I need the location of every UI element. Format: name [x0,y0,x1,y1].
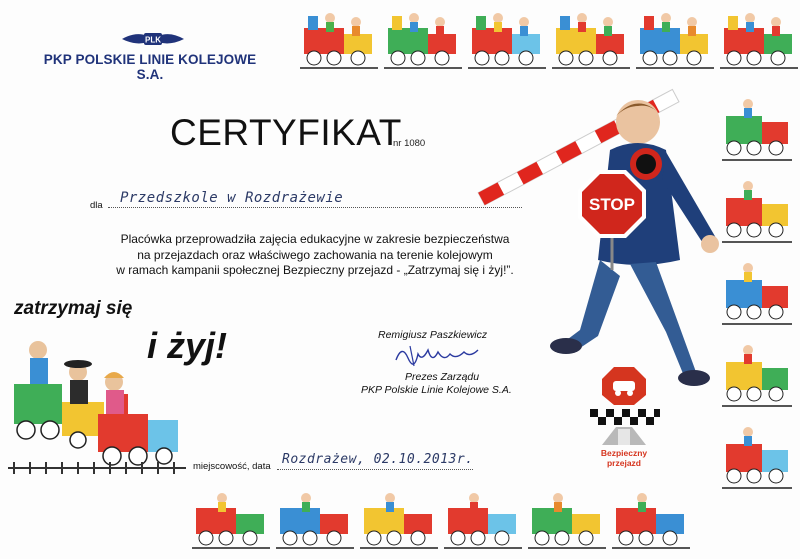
recipient-value: Przedszkole w Rozdrażewie [120,190,344,206]
kids-train-icon [722,332,792,410]
place-date-dotted-line [277,469,473,470]
kids-train-icon [300,6,378,72]
campaign-label [596,448,652,468]
handwritten-signature [392,340,482,368]
recipient-dotted-line [108,207,522,208]
slogan-line-2: i żyj! [147,325,228,366]
company-name: PKP POLSKIE LINIE KOLEJOWE S.A. [43,52,257,82]
kids-train-icon [276,486,354,552]
bottom-train-border [192,486,690,552]
body-line: w ramach kampanii społecznej Bezpieczny przejazd - „Zatrzymaj się i żyj!”. [116,263,514,277]
certificate-title: CERTYFIKAT [170,112,402,153]
body-line: Placówka przeprowadziła zajęcia edukacyjne w zakresie bezpieczeństwa [120,232,510,246]
kids-train-icon [192,486,270,552]
kids-train-icon [444,486,522,552]
kids-train-icon [360,486,438,552]
campaign-label-line: przejazd [606,458,641,468]
kids-train-icon [722,250,792,328]
kids-train-icon [528,486,606,552]
campaign-label-line: Bezpieczny [600,448,648,458]
pkp-logo [30,28,270,82]
place-date-label: miejscowość, data [193,461,271,472]
stop-sign-text: STOP [589,195,635,214]
kids-train-icon [468,6,546,72]
body-line: na przejazdach oraz właściwego zachowania na terenie kolejowym [137,247,493,262]
kids-train-icon [722,86,792,164]
kids-train-icon [384,6,462,72]
recipient-label: dla [90,200,103,211]
boy-with-stop-sign-illustration [470,80,728,400]
certificate-number: nr 1080 [393,138,426,149]
signatory-name: Remigiusz Paszkiewicz [378,329,488,341]
signatory-title: Prezes Zarządu [405,371,480,383]
logo-mark-text: PLK [145,35,161,45]
kids-on-cardboard-train-illustration [8,336,186,476]
kids-train-icon [720,6,798,72]
kids-train-icon [722,414,792,492]
place-date-value: Rozdrażew, 02.10.2013r. [282,452,474,467]
kids-train-icon [552,6,630,72]
kids-train-icon [612,486,690,552]
top-train-border [300,6,798,72]
signatory-company: PKP Polskie Linie Kolejowe S.A. [361,384,512,396]
winged-wheel-icon [118,28,188,50]
kids-train-icon [636,6,714,72]
kids-train-icon [722,168,792,246]
slogan-line-1: zatrzymaj się [14,298,133,319]
right-train-border [722,86,792,492]
